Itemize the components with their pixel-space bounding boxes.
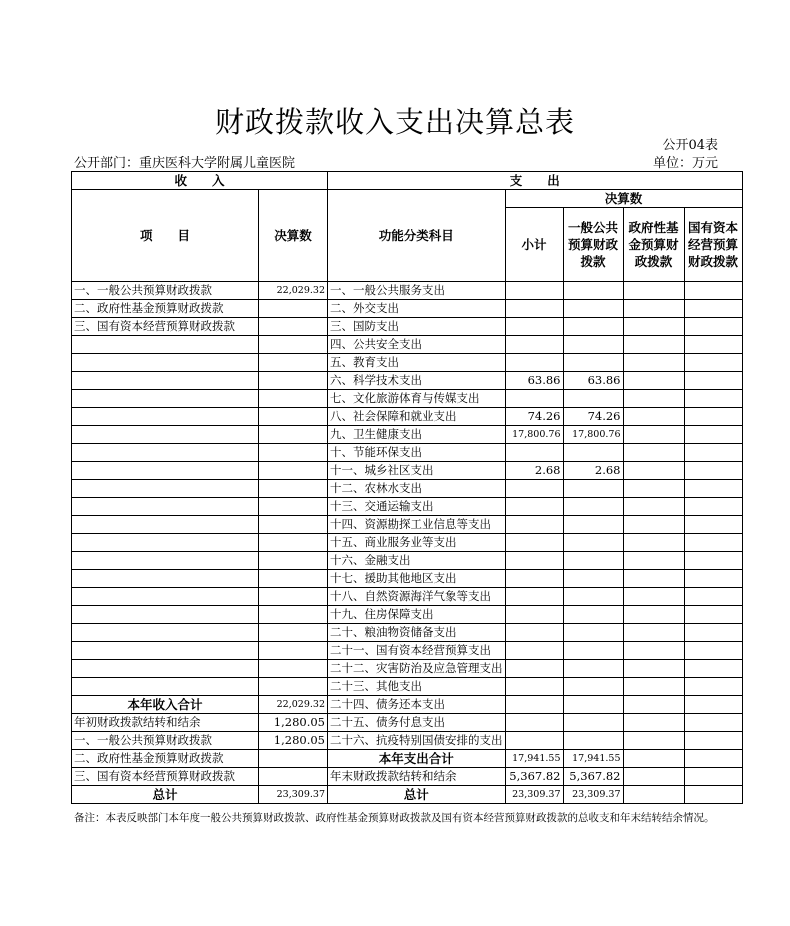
income-amount-cell: [259, 768, 328, 786]
subtotal-cell: [505, 300, 563, 318]
income-item-cell: [72, 444, 259, 462]
expense-item-cell: 十二、农林水支出: [328, 480, 506, 498]
subtotal-cell: 63.86: [505, 372, 563, 390]
income-item-cell: [72, 534, 259, 552]
income-item-cell: [72, 660, 259, 678]
gov-fund-cell: [623, 300, 684, 318]
expense-item-cell: 七、文化旅游体育与传媒支出: [328, 390, 506, 408]
general-budget-cell: 2.68: [563, 462, 623, 480]
state-capital-cell: [684, 606, 742, 624]
income-amount-cell: 22,029.32: [259, 282, 328, 300]
subtotal-header: 小计: [505, 208, 563, 282]
subtotal-cell: [505, 714, 563, 732]
subtotal-cell: [505, 282, 563, 300]
subtotal-cell: [505, 678, 563, 696]
general-budget-cell: [563, 444, 623, 462]
general-budget-cell: [563, 660, 623, 678]
table-row: [72, 696, 743, 714]
income-item-cell: [72, 336, 259, 354]
income-amount-cell: [259, 624, 328, 642]
general-budget-cell: [563, 516, 623, 534]
expense-item-cell: 十六、金融支出: [328, 552, 506, 570]
general-budget-cell: [563, 732, 623, 750]
expense-item-cell: 十四、资源勘探工业信息等支出: [328, 516, 506, 534]
gov-fund-cell: [623, 606, 684, 624]
income-amount-cell: [259, 534, 328, 552]
gov-fund-header: 政府性基金预算财政拨款: [623, 208, 684, 282]
state-capital-cell: [684, 678, 742, 696]
state-capital-cell: [684, 696, 742, 714]
subtotal-cell: [505, 534, 563, 552]
amount-header: 决算数: [259, 190, 328, 282]
gov-fund-cell: [623, 750, 684, 768]
gov-fund-cell: [623, 516, 684, 534]
state-capital-cell: [684, 282, 742, 300]
footnote: 备注：本表反映部门本年度一般公共预算财政拨款、政府性基金预算财政拨款及国有资本经营预算财政拨款的总收支和年末结转结余情况。: [74, 812, 715, 824]
gov-fund-cell: [623, 588, 684, 606]
gov-fund-cell: [623, 696, 684, 714]
gov-fund-cell: [623, 624, 684, 642]
subtotal-cell: [505, 354, 563, 372]
table-row: [72, 354, 743, 372]
gov-fund-cell: [623, 444, 684, 462]
unit-label: 单位：万元: [652, 156, 718, 171]
expense-item-cell: 二十二、灾害防治及应急管理支出: [328, 660, 506, 678]
state-capital-cell: [684, 408, 742, 426]
general-budget-cell: [563, 318, 623, 336]
income-item-cell: [72, 606, 259, 624]
expense-item-cell: 二十、粮油物资储备支出: [328, 624, 506, 642]
gov-fund-cell: [623, 768, 684, 786]
subtotal-cell: [505, 660, 563, 678]
gov-fund-cell: [623, 390, 684, 408]
expense-header: 支 出: [328, 172, 743, 190]
income-item-cell: [72, 642, 259, 660]
subtotal-cell: [505, 498, 563, 516]
subtotal-cell: [505, 732, 563, 750]
income-amount-cell: [259, 300, 328, 318]
state-capital-cell: [684, 354, 742, 372]
income-item-cell: [72, 498, 259, 516]
income-item-cell: 总计: [72, 786, 259, 804]
general-budget-cell: [563, 606, 623, 624]
state-capital-cell: [684, 588, 742, 606]
income-item-cell: [72, 516, 259, 534]
general-budget-cell: [563, 624, 623, 642]
state-capital-cell: [684, 786, 742, 804]
income-item-cell: [72, 372, 259, 390]
general-budget-cell: [563, 282, 623, 300]
income-amount-cell: [259, 354, 328, 372]
income-amount-cell: [259, 426, 328, 444]
table-row: [72, 624, 743, 642]
income-item-cell: [72, 408, 259, 426]
expense-item-cell: 年末财政拨款结转和结余: [328, 768, 506, 786]
subtotal-cell: [505, 480, 563, 498]
expense-item-cell: 二十五、债务付息支出: [328, 714, 506, 732]
item-header: 项 目: [72, 190, 259, 282]
income-amount-cell: [259, 750, 328, 768]
state-capital-cell: [684, 444, 742, 462]
expense-item-cell: 十八、自然资源海洋气象等支出: [328, 588, 506, 606]
general-budget-cell: 17,800.76: [563, 426, 623, 444]
budget-table: [71, 171, 743, 804]
gov-fund-cell: [623, 408, 684, 426]
income-amount-cell: [259, 642, 328, 660]
expense-item-cell: 六、科学技术支出: [328, 372, 506, 390]
table-row: [72, 768, 743, 786]
gov-fund-cell: [623, 732, 684, 750]
subtotal-cell: [505, 516, 563, 534]
general-budget-cell: [563, 714, 623, 732]
gov-fund-cell: [623, 336, 684, 354]
state-capital-cell: [684, 390, 742, 408]
table-row: [72, 660, 743, 678]
table-row: [72, 606, 743, 624]
table-row: [72, 426, 743, 444]
income-amount-cell: [259, 498, 328, 516]
subtotal-cell: [505, 588, 563, 606]
subtotal-cell: [505, 390, 563, 408]
state-capital-cell: [684, 768, 742, 786]
table-row: [72, 372, 743, 390]
expense-item-cell: 二十六、抗疫特别国债安排的支出: [328, 732, 506, 750]
income-amount-cell: 1,280.05: [259, 714, 328, 732]
gov-fund-cell: [623, 462, 684, 480]
final-group-header: 决算数: [505, 190, 742, 208]
income-amount-cell: [259, 606, 328, 624]
subtotal-cell: 17,800.76: [505, 426, 563, 444]
func-class-header: 功能分类科目: [328, 190, 506, 282]
table-row: [72, 732, 743, 750]
table-row: [72, 444, 743, 462]
subtotal-cell: [505, 444, 563, 462]
general-budget-cell: [563, 300, 623, 318]
state-capital-cell: [684, 714, 742, 732]
table-row: [72, 750, 743, 768]
general-budget-cell: [563, 480, 623, 498]
subtotal-cell: [505, 642, 563, 660]
income-amount-cell: [259, 552, 328, 570]
general-budget-cell: 17,941.55: [563, 750, 623, 768]
table-row: [72, 462, 743, 480]
expense-item-cell: 本年支出合计: [328, 750, 506, 768]
income-item-cell: [72, 354, 259, 372]
table-row: [72, 300, 743, 318]
state-capital-cell: [684, 552, 742, 570]
table-row: [72, 318, 743, 336]
income-amount-cell: 23,309.37: [259, 786, 328, 804]
state-capital-cell: [684, 534, 742, 552]
state-capital-cell: [684, 318, 742, 336]
report-title: 财政拨款收入支出决算总表: [214, 105, 575, 139]
table-row: [72, 714, 743, 732]
expense-item-cell: 九、卫生健康支出: [328, 426, 506, 444]
expense-item-cell: 十九、住房保障支出: [328, 606, 506, 624]
gov-fund-cell: [623, 372, 684, 390]
income-header: 收 入: [72, 172, 328, 190]
subtotal-cell: [505, 624, 563, 642]
subtotal-cell: 74.26: [505, 408, 563, 426]
subtotal-cell: 5,367.82: [505, 768, 563, 786]
subtotal-cell: [505, 552, 563, 570]
table-row: [72, 498, 743, 516]
gov-fund-cell: [623, 426, 684, 444]
table-row: [72, 282, 743, 300]
table-row: [72, 336, 743, 354]
income-item-cell: [72, 678, 259, 696]
table-row: [72, 480, 743, 498]
general-budget-header: 一般公共预算财政拨款: [563, 208, 623, 282]
income-amount-cell: [259, 570, 328, 588]
state-capital-cell: [684, 750, 742, 768]
income-item-cell: 一、一般公共预算财政拨款: [72, 732, 259, 750]
gov-fund-cell: [623, 498, 684, 516]
subtotal-cell: 2.68: [505, 462, 563, 480]
income-item-cell: 一、一般公共预算财政拨款: [72, 282, 259, 300]
state-capital-cell: [684, 300, 742, 318]
state-capital-header: 国有资本经营预算财政拨款: [684, 208, 742, 282]
subtotal-cell: [505, 336, 563, 354]
income-amount-cell: [259, 372, 328, 390]
state-capital-cell: [684, 480, 742, 498]
income-item-cell: [72, 624, 259, 642]
expense-item-cell: 十一、城乡社区支出: [328, 462, 506, 480]
table-row: [72, 552, 743, 570]
income-item-cell: [72, 390, 259, 408]
income-amount-cell: [259, 588, 328, 606]
general-budget-cell: [563, 552, 623, 570]
state-capital-cell: [684, 660, 742, 678]
income-item-cell: [72, 552, 259, 570]
general-budget-cell: 74.26: [563, 408, 623, 426]
gov-fund-cell: [623, 660, 684, 678]
income-amount-cell: 1,280.05: [259, 732, 328, 750]
gov-fund-cell: [623, 678, 684, 696]
general-budget-cell: [563, 390, 623, 408]
expense-item-cell: 八、社会保障和就业支出: [328, 408, 506, 426]
state-capital-cell: [684, 498, 742, 516]
subtotal-cell: 23,309.37: [505, 786, 563, 804]
income-amount-cell: [259, 390, 328, 408]
general-budget-cell: [563, 696, 623, 714]
income-amount-cell: [259, 678, 328, 696]
income-item-cell: 三、国有资本经营预算财政拨款: [72, 768, 259, 786]
table-row: [72, 534, 743, 552]
income-item-cell: 三、国有资本经营预算财政拨款: [72, 318, 259, 336]
general-budget-cell: 5,367.82: [563, 768, 623, 786]
gov-fund-cell: [623, 714, 684, 732]
state-capital-cell: [684, 516, 742, 534]
gov-fund-cell: [623, 534, 684, 552]
table-row: [72, 570, 743, 588]
state-capital-cell: [684, 732, 742, 750]
general-budget-cell: 23,309.37: [563, 786, 623, 804]
form-code: 公开04表: [662, 138, 718, 153]
income-item-cell: [72, 570, 259, 588]
table-row: [72, 516, 743, 534]
income-amount-cell: [259, 480, 328, 498]
income-amount-cell: [259, 462, 328, 480]
expense-item-cell: 二、外交支出: [328, 300, 506, 318]
expense-item-cell: 三、国防支出: [328, 318, 506, 336]
expense-item-cell: 十、节能环保支出: [328, 444, 506, 462]
income-amount-cell: [259, 660, 328, 678]
income-amount-cell: [259, 336, 328, 354]
gov-fund-cell: [623, 552, 684, 570]
table-row: [72, 588, 743, 606]
income-item-cell: [72, 480, 259, 498]
table-row: [72, 786, 743, 804]
general-budget-cell: [563, 354, 623, 372]
income-amount-cell: [259, 318, 328, 336]
expense-item-cell: 二十四、债务还本支出: [328, 696, 506, 714]
state-capital-cell: [684, 624, 742, 642]
general-budget-cell: [563, 498, 623, 516]
subtotal-cell: [505, 606, 563, 624]
income-amount-cell: [259, 516, 328, 534]
expense-item-cell: 四、公共安全支出: [328, 336, 506, 354]
expense-item-cell: 二十三、其他支出: [328, 678, 506, 696]
table-row: [72, 678, 743, 696]
state-capital-cell: [684, 570, 742, 588]
gov-fund-cell: [623, 642, 684, 660]
gov-fund-cell: [623, 354, 684, 372]
income-item-cell: [72, 588, 259, 606]
income-item-cell: 年初财政拨款结转和结余: [72, 714, 259, 732]
income-amount-cell: [259, 408, 328, 426]
expense-item-cell: 五、教育支出: [328, 354, 506, 372]
gov-fund-cell: [623, 282, 684, 300]
expense-item-cell: 十三、交通运输支出: [328, 498, 506, 516]
subtotal-cell: 17,941.55: [505, 750, 563, 768]
general-budget-cell: [563, 642, 623, 660]
income-item-cell: [72, 426, 259, 444]
expense-item-cell: 一、一般公共服务支出: [328, 282, 506, 300]
gov-fund-cell: [623, 570, 684, 588]
table-row: [72, 390, 743, 408]
gov-fund-cell: [623, 318, 684, 336]
income-item-cell: [72, 462, 259, 480]
income-amount-cell: [259, 444, 328, 462]
general-budget-cell: [563, 588, 623, 606]
gov-fund-cell: [623, 480, 684, 498]
expense-item-cell: 十五、商业服务业等支出: [328, 534, 506, 552]
department-label: 公开部门：重庆医科大学附属儿童医院: [74, 156, 296, 171]
state-capital-cell: [684, 336, 742, 354]
income-item-cell: 二、政府性基金预算财政拨款: [72, 750, 259, 768]
subtotal-cell: [505, 696, 563, 714]
expense-item-cell: 二十一、国有资本经营预算支出: [328, 642, 506, 660]
general-budget-cell: [563, 678, 623, 696]
gov-fund-cell: [623, 786, 684, 804]
subtotal-cell: [505, 570, 563, 588]
general-budget-cell: [563, 336, 623, 354]
income-amount-cell: 22,029.32: [259, 696, 328, 714]
income-item-cell: 二、政府性基金预算财政拨款: [72, 300, 259, 318]
general-budget-cell: [563, 534, 623, 552]
general-budget-cell: 63.86: [563, 372, 623, 390]
state-capital-cell: [684, 642, 742, 660]
general-budget-cell: [563, 570, 623, 588]
state-capital-cell: [684, 372, 742, 390]
expense-item-cell: 总计: [328, 786, 506, 804]
table-row: [72, 642, 743, 660]
state-capital-cell: [684, 426, 742, 444]
expense-item-cell: 十七、援助其他地区支出: [328, 570, 506, 588]
income-item-cell: 本年收入合计: [72, 696, 259, 714]
table-row: [72, 408, 743, 426]
state-capital-cell: [684, 462, 742, 480]
subtotal-cell: [505, 318, 563, 336]
